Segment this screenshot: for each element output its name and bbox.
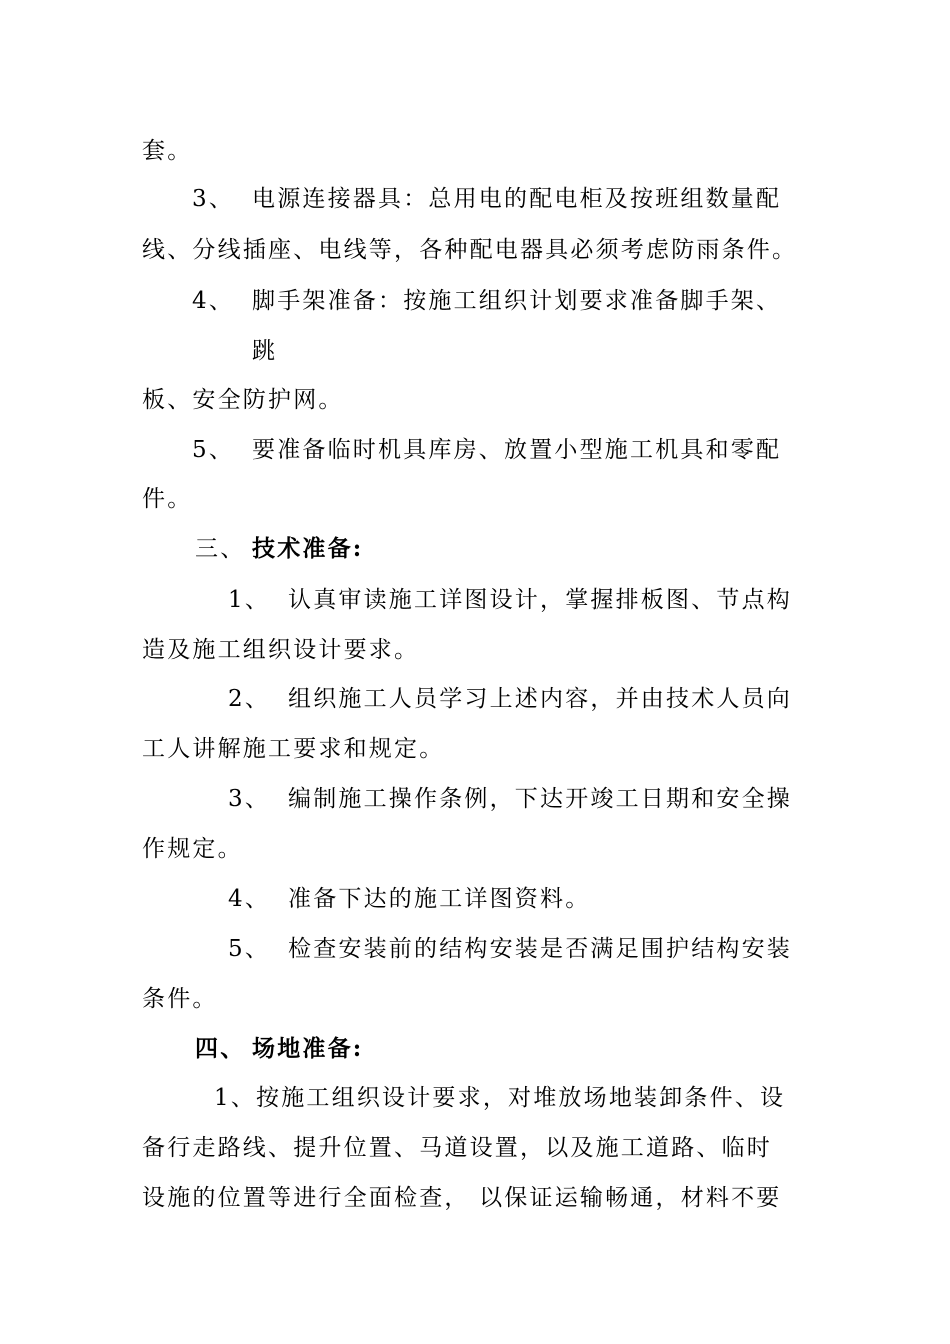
- text-line: 设施的位置等进行全面检查， 以保证运输畅通，材料不要: [142, 1185, 782, 1211]
- text-line: 造及施工组织设计要求。: [142, 637, 420, 663]
- text-line: 编制施工操作条例，下达开竣工日期和安全操: [288, 786, 792, 812]
- list-number: 1、: [228, 587, 271, 613]
- section-number: 四、: [195, 1035, 246, 1062]
- list-number: 4、: [192, 288, 235, 314]
- text-line: 跳: [252, 338, 278, 364]
- text-line: 套。: [142, 138, 193, 164]
- text-line: 脚手架准备：按施工组织计划要求准备脚手架、: [252, 288, 782, 314]
- text-line: 线、分线插座、电线等，各种配电器具必须考虑防雨条件。: [142, 237, 798, 263]
- text-line: 工人讲解施工要求和规定。: [142, 736, 445, 762]
- list-number: 4、: [228, 886, 271, 912]
- text-line: 认真审读施工详图设计，掌握排板图、节点构: [288, 587, 792, 613]
- text-line: 作规定。: [142, 836, 243, 862]
- list-number: 5、: [228, 936, 271, 962]
- text-line: 条件。: [142, 986, 218, 1012]
- section-heading: 技术准备:: [252, 535, 364, 562]
- section-number: 三、: [195, 536, 246, 562]
- section-heading: 场地准备:: [252, 1035, 364, 1062]
- text-line: 件。: [142, 486, 193, 512]
- list-number: 3、: [192, 186, 235, 212]
- text-line: 板、安全防护网。: [142, 387, 344, 413]
- text-line: 备行走路线、提升位置、马道设置，以及施工道路、临时: [142, 1135, 772, 1161]
- text-line: 要准备临时机具库房、放置小型施工机具和零配: [252, 437, 782, 463]
- list-number: 2、: [228, 686, 271, 712]
- list-number: 5、: [192, 437, 235, 463]
- text-line: 1、按施工组织设计要求，对堆放场地装卸条件、设: [214, 1085, 786, 1111]
- list-number: 3、: [228, 786, 271, 812]
- text-line: 检查安装前的结构安装是否满足围护结构安装: [288, 936, 792, 962]
- text-line: 组织施工人员学习上述内容，并由技术人员向: [288, 686, 792, 712]
- text-line: 准备下达的施工详图资料。: [288, 886, 591, 912]
- text-line: 电源连接器具：总用电的配电柜及按班组数量配: [252, 186, 782, 212]
